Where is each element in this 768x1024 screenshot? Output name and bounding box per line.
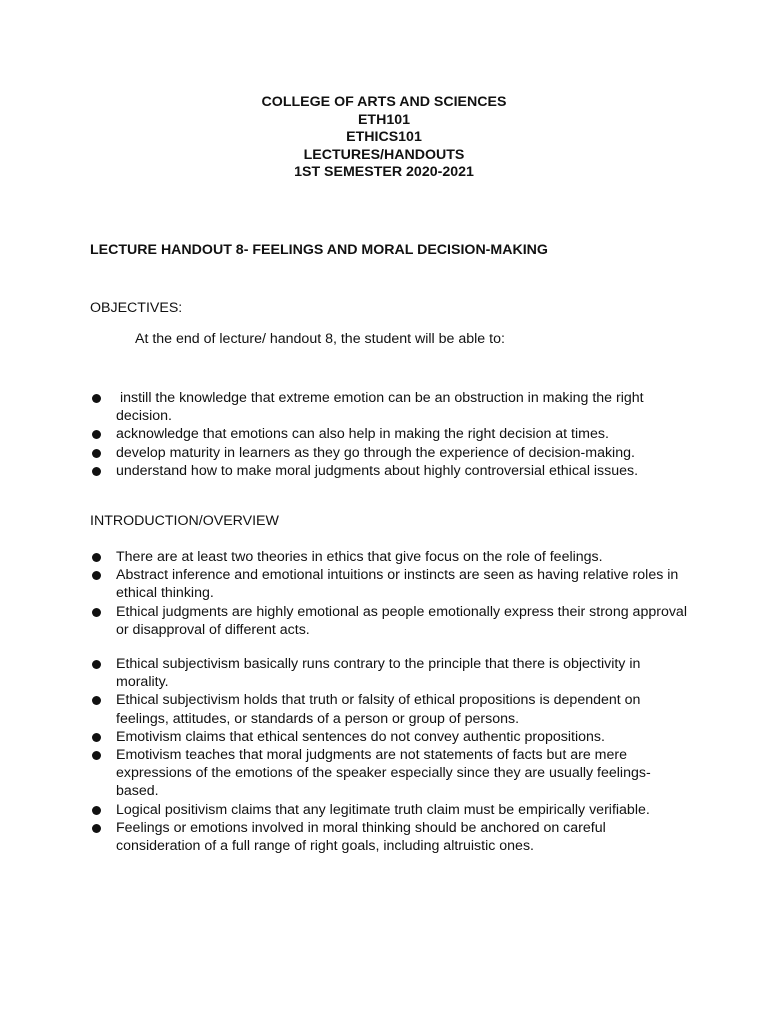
list-item [90,566,690,602]
bullet-icon [92,467,101,476]
list-item-text: acknowledge that emotions can also help in making the right decision at times. [116,426,609,443]
list-item [90,425,690,443]
list-item-text: instill the knowledge that extreme emotion can be an obstruction in making the right decision. [116,390,648,425]
bullet-icon [92,430,101,439]
bullet-icon [92,394,101,403]
list-item [90,746,690,801]
list-item-text: There are at least two theories in ethics that give focus on the role of feelings. [116,549,603,565]
list-item-text: Emotivism teaches that moral judgments are not statements of facts but are mere expressions of the emotions of the speaker especially since they are usually feelings-based. [116,747,651,800]
list-item-text: develop maturity in learners as they go through the experience of decision-making. [116,444,635,461]
list-item [90,655,690,691]
list-item-text: Abstract inference and emotional intuitions or instincts are seen as having relative roles in ethical thinking. [116,567,679,602]
bullet-icon [92,553,101,562]
course-code: ETH101 [357,111,411,128]
course-name: ETHICS101 [346,129,422,146]
bullet-icon [92,449,101,458]
list-item [90,548,690,566]
bullet-icon [92,696,101,705]
bullet-icon [92,806,101,815]
list-item-text: Emotivism claims that ethical sentences do not convey authentic propositions. [116,728,605,745]
introduction-list-continued [90,655,690,855]
list-item-text: Logical positivism claims that any legitimate truth claim must be empirically verifiable. [116,801,650,818]
lecture-title: LECTURE HANDOUT 8- FEELINGS AND MORAL DECISION-MAKING [90,242,548,258]
introduction-heading: INTRODUCTION/OVERVIEW [90,513,279,529]
list-item [90,389,690,425]
college-name: COLLEGE OF ARTS AND SCIENCES [261,94,507,110]
objectives-intro: At the end of lecture/ handout 8, the student will be able to: [135,331,505,347]
list-item-text: Ethical subjectivism basically runs contrary to the principle that there is objectivity in morality. [116,656,641,691]
bullet-icon [92,660,101,669]
semester: 1ST SEMESTER 2020-2021 [294,164,474,181]
bullet-icon [92,751,101,760]
objectives-heading: OBJECTIVES: [90,300,183,316]
list-item [90,819,690,855]
list-item-text: Ethical subjectivism holds that truth or falsity of ethical propositions is dependent on feelings, attitudes, or standards of a person or group of persons. [116,692,641,727]
bullet-icon [92,824,101,833]
list-item [90,728,690,746]
list-item [90,801,690,819]
introduction-list [90,548,690,639]
objectives-list [90,389,690,480]
list-item [90,603,690,639]
list-item [90,444,690,462]
document-type: LECTURES/HANDOUTS [303,146,465,163]
list-item-text: Feelings or emotions involved in moral thinking should be anchored on careful consideration of a full range of right goals, including altruistic ones. [116,819,606,855]
document-header [0,94,768,182]
bullet-icon [92,608,101,617]
list-item-text: Ethical judgments are highly emotional as people emotionally express their strong approval or disapproval of different acts. [116,603,687,638]
bullet-icon [92,733,101,742]
list-item [90,462,690,480]
bullet-icon [92,571,101,580]
list-item [90,691,690,727]
list-item-text: understand how to make moral judgments about highly controversial ethical issues. [116,462,639,479]
